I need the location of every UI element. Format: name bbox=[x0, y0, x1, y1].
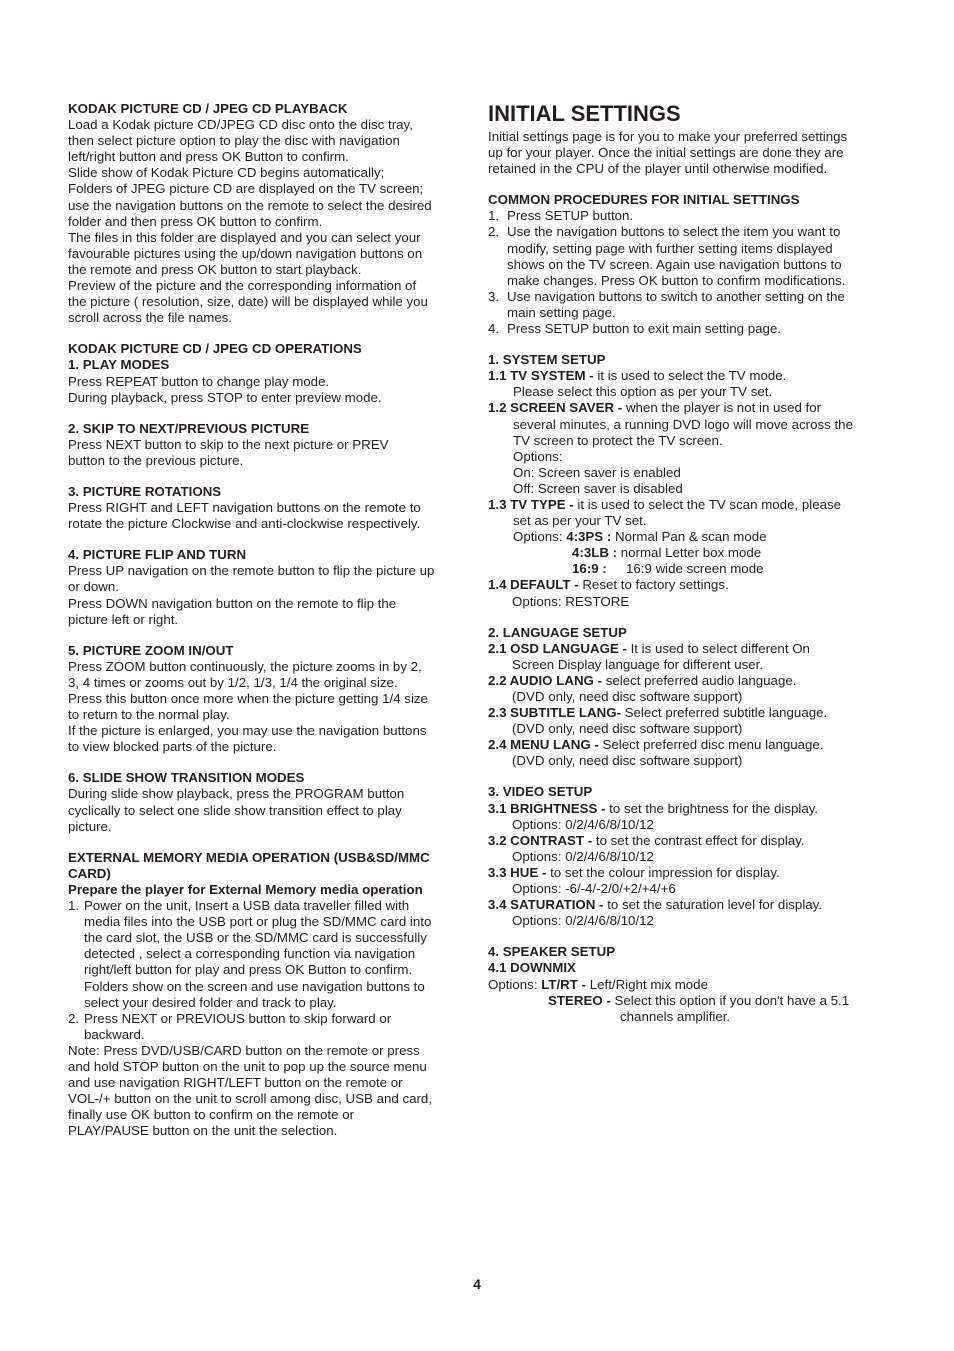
default-entry: 1.4 DEFAULT - Reset to factory settings. Options: RESTORE bbox=[488, 577, 729, 609]
kodak-playback-body: Load a Kodak picture CD/JPEG CD disc onto the disc tray, then select picture option to play the disc with navigation left/right button and press OK Button to confirm. Slide show of Kodak Picture CD begins automatically; Folders of JPEG picture CD are displayed on the TV screen; use the navigation buttons on the remote to select the desired folder and then press OK button to confirm. The files in this folder are displayed and you can select your favourable pictures using the up/down navigation buttons on the remote and press OK button to start playback. Preview of the picture and the corresponding information of the picture ( resolution, size, date) will be displayed while you scroll across the file names. bbox=[68, 117, 432, 326]
list-item: 2. Use the navigation buttons to select the item you want to modify, setting page with further setting items displayed shows on the TV screen. Again use navigation buttons to make changes. Press OK button to confirm modifications. bbox=[488, 224, 846, 288]
list-item: 4. Press SETUP button to exit main setting page. bbox=[488, 321, 781, 337]
play-modes-heading: 1. PLAY MODES bbox=[68, 357, 170, 373]
flip-heading: 4. PICTURE FLIP AND TURN bbox=[68, 547, 247, 563]
common-heading: COMMON PROCEDURES FOR INITIAL SETTINGS bbox=[488, 192, 800, 208]
hue-entry: 3.3 HUE - to set the colour impression for display. Options: -6/-4/-2/0/+2/+4/+6 bbox=[488, 864, 780, 897]
audio-lang-entry: 2.2 AUDIO LANG - select preferred audio language. (DVD only, need disc software support) bbox=[488, 672, 797, 704]
flip-body: Press UP navigation on the remote button to flip the picture up or down. Press DOWN navigation button on the remote to flip the picture left or right. bbox=[68, 563, 435, 627]
page-title: INITIAL SETTINGS bbox=[488, 101, 681, 126]
system-setup-heading: 1. SYSTEM SETUP bbox=[488, 352, 606, 368]
page-number: 4 bbox=[473, 1276, 481, 1292]
common-steps bbox=[488, 208, 888, 337]
tv-type-option-2: 4:3LB : normal Letter box mode bbox=[572, 545, 762, 561]
rotations-body: Press RIGHT and LEFT navigation buttons on the remote to rotate the picture Clockwise and anti-clockwise respectively. bbox=[68, 500, 421, 532]
video-setup-heading: 3. VIDEO SETUP bbox=[488, 784, 593, 800]
skip-body: Press NEXT button to skip to the next picture or PREV button to the previous picture. bbox=[68, 436, 389, 468]
skip-heading: 2. SKIP TO NEXT/PREVIOUS PICTURE bbox=[68, 420, 310, 436]
osd-language-entry: 2.1 OSD LANGUAGE - It is used to select different On Screen Display language for different user. bbox=[488, 640, 810, 672]
external-steps bbox=[68, 898, 470, 1043]
screen-saver-entry: 1.2 SCREEN SAVER - when the player is not in used for several minutes, a running DVD logo will move across the TV screen to protect the TV screen. Options: On: Screen saver is enabled Off: Screen saver is disabled bbox=[488, 400, 853, 496]
speaker-setup-heading: 4. SPEAKER SETUP bbox=[488, 944, 616, 960]
list-item: 1. Power on the unit, Insert a USB data traveller filled with media files into the USB port or plug the SD/MMC card into the card slot, the USB or the SD/MMC card is successfully detected , select a corresponding function via navigation right/left button for play and press OK Button to confirm. Folders show on the screen and use navigation buttons to select your desired folder and track to play. bbox=[68, 898, 432, 1010]
right-column bbox=[488, 101, 888, 1025]
list-item: 1. Press SETUP button. bbox=[488, 208, 634, 224]
language-setup-heading: 2. LANGUAGE SETUP bbox=[488, 624, 627, 640]
external-note: Note: Press DVD/USB/CARD button on the remote or press and hold STOP button on the unit to pop up the source menu and use navigation RIGHT/LEFT button on the remote or VOL-/+ button on the unit to scroll among disc, USB and card, finally use OK button to confirm on the remote or PLAY/PAUSE button on the unit the selection. bbox=[68, 1042, 433, 1139]
stereo-option: STEREO - Select this option if you don't have a 5.1 channels amplifier. bbox=[548, 992, 850, 1024]
left-column bbox=[68, 101, 470, 1139]
kodak-operations-heading: KODAK PICTURE CD / JPEG CD OPERATIONS bbox=[68, 341, 362, 357]
menu-lang-entry: 2.4 MENU LANG - Select preferred disc menu language. (DVD only, need disc software support) bbox=[488, 737, 824, 769]
tv-type-option-1: Options: 4:3PS : Normal Pan & scan mode bbox=[513, 529, 767, 545]
kodak-playback-heading: KODAK PICTURE CD / JPEG CD PLAYBACK bbox=[68, 101, 348, 116]
brightness-entry: 3.1 BRIGHTNESS - to set the brightness for the display. Options: 0/2/4/6/8/10/12 bbox=[488, 800, 819, 832]
tv-type-option-3: 16:9 :16:9 wide screen mode bbox=[572, 561, 764, 577]
contrast-entry: 3.2 CONTRAST - to set the contrast effect for display. Options: 0/2/4/6/8/10/12 bbox=[488, 832, 805, 864]
rotations-heading: 3. PICTURE ROTATIONS bbox=[68, 483, 222, 499]
slideshow-heading: 6. SLIDE SHOW TRANSITION MODES bbox=[68, 770, 305, 786]
tv-system-entry: 1.1 TV SYSTEM - it is used to select the TV mode. Please select this option as per your TV set. bbox=[488, 368, 787, 400]
list-item: 2. Press NEXT or PREVIOUS button to skip forward or backward. bbox=[68, 1010, 392, 1042]
ltrt-option: Options: LT/RT - Left/Right mix mode bbox=[488, 976, 708, 992]
external-subheading: Prepare the player for External Memory media operation bbox=[68, 881, 423, 897]
slideshow-body: During slide show playback, press the PROGRAM button cyclically to select one slide show transition effect to play picture. bbox=[68, 786, 405, 834]
downmix-heading: 4.1 DOWNMIX bbox=[488, 960, 576, 976]
intro-text: Initial settings page is for you to make your preferred settings up for your player. Once the initial settings are done they are retained in the CPU of the player until otherwise modified. bbox=[488, 129, 848, 177]
zoom-body: Press ZOOM button continuously, the picture zooms in by 2, 3, 4 times or zooms out by 1/2, 1/3, 1/4 the original size. Press this button once more when the picture getting 1/4 size to return to the normal play. If the picture is enlarged, you may use the navigation buttons to view blocked parts of the picture. bbox=[68, 658, 428, 755]
external-heading: EXTERNAL MEMORY MEDIA OPERATION (USB&SD/MMC CARD) bbox=[68, 849, 430, 881]
subtitle-lang-entry: 2.3 SUBTITLE LANG- Select preferred subtitle language. (DVD only, need disc software support) bbox=[488, 705, 828, 737]
tv-type-entry: 1.3 TV TYPE - it is used to select the TV scan mode, please set as per your TV set. Options: 4:3PS : Normal Pan & scan mode 4:3LB : normal Letter box mode 16:9 :16:9 wide screen mode bbox=[488, 497, 888, 577]
saturation-entry: 3.4 SATURATION - to set the saturation level for display. Options: 0/2/4/6/8/10/12 bbox=[488, 897, 823, 929]
list-item: 3. Use navigation buttons to switch to another setting on the main setting page. bbox=[488, 288, 845, 320]
play-modes-body: Press REPEAT button to change play mode. During playback, press STOP to enter preview mode. bbox=[68, 373, 382, 405]
zoom-heading: 5. PICTURE ZOOM IN/OUT bbox=[68, 642, 234, 658]
